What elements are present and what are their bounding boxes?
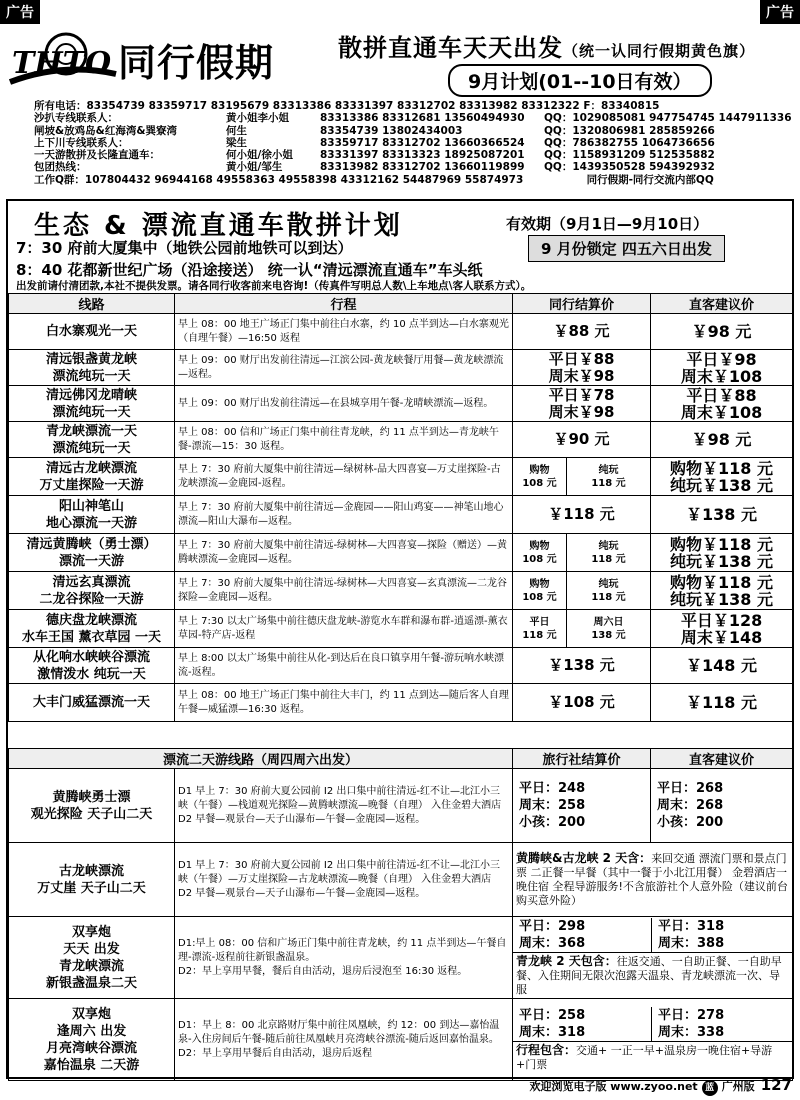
table-row bbox=[9, 648, 793, 684]
slogan: 散拼直通车天天出发（统一认同行假期黄色旗） bbox=[338, 34, 756, 62]
peer-price: 平日￥88 周末￥98 bbox=[513, 350, 651, 386]
ad-label-left: 广告 bbox=[0, 0, 40, 24]
package-includes bbox=[513, 1041, 792, 1073]
table-row bbox=[9, 534, 793, 572]
contact-cell: 83313982 83312702 13660119899 bbox=[320, 161, 525, 174]
table-row bbox=[9, 572, 793, 610]
contact-cell: 83359717 83312702 13660366524 bbox=[320, 136, 525, 149]
route-name: 青龙峡漂流一天 漂流纯玩一天 bbox=[9, 422, 175, 458]
contact-row bbox=[34, 137, 794, 149]
contact-row bbox=[34, 174, 794, 186]
retail-price: 购物￥118 元 纯玩￥138 元 bbox=[651, 572, 793, 610]
itinerary: 早上 7:30 以太广场集中前往德庆盘龙峡-游览水车群和瀑布群-逍遥漂-薰衣草园-特产店-返程 bbox=[175, 610, 513, 648]
column-header: 同行结算价 bbox=[513, 294, 651, 314]
package-includes-text: 来回交通 漂流门票和景点门票 二正餐一早餐（其中一餐于小北江用餐） 金碧酒店一晚住宿 全程导游服务!不含旅游社个人意外险（建议前台购买意外险） bbox=[516, 852, 788, 907]
brand-latin: THTO bbox=[12, 46, 112, 81]
contact-row bbox=[34, 112, 794, 124]
route-name: 双享炮 天天 出发 青龙峡漂流 新银盏温泉二天 bbox=[9, 917, 175, 999]
contact-cell: 黄小姐李小姐 bbox=[226, 112, 289, 125]
peer-price: ￥108 元 bbox=[513, 684, 651, 722]
route-name: 大丰门威猛漂流一天 bbox=[9, 684, 175, 722]
itinerary: D1 早上 7：30 府前大夏公园前 I2 出口集中前往清远-红不让—北江小三峡（午餐）—万丈崖探险—古龙峡漂流—晚餐（自理） 入住金碧大酒店 D2 早餐—观景台—天子山瀑布—午餐—金鹿园—返程。 bbox=[175, 843, 513, 917]
slogan-note: （统一认同行假期黄色旗） bbox=[563, 42, 756, 60]
column-header: 行程 bbox=[175, 294, 513, 314]
contact-cell: 上下川专线联系人： bbox=[34, 136, 129, 149]
contact-cell: 闸坡&放鸡岛&红海湾&巽寮湾 bbox=[34, 124, 177, 137]
peer-price: ￥118 元 bbox=[513, 496, 651, 534]
agency-price: 平日：298 周末：368 bbox=[513, 918, 652, 952]
contact-row bbox=[34, 100, 794, 112]
route-name: 清远黄腾峡（勇士漂） 漂流一天游 bbox=[9, 534, 175, 572]
footer-badge-icon: 蓝 bbox=[702, 1080, 718, 1096]
route-name: 德庆盘龙峡漂流 水车王国 薰衣草园 一天 bbox=[9, 610, 175, 648]
peer-price: ￥90 元 bbox=[513, 422, 651, 458]
validity: 有效期（9月1日—9月10日） bbox=[506, 215, 709, 233]
lock-notice: 9 月份锁定 四五六日出发 bbox=[528, 235, 725, 262]
footer-text: 欢迎浏览电子版 www.zyoo.net bbox=[529, 1080, 698, 1093]
contact-cell: 黄小姐/邹生 bbox=[226, 161, 283, 174]
contact-cell: 所有电话：83354739 83359717 83195679 83313386 83331397 83312702 83313982 83312322 F：83340815 bbox=[34, 100, 660, 112]
contact-cell: 工作Q群：107804432 96944168 49558363 49558398 43312162 54487969 55874973 bbox=[34, 173, 524, 186]
peer-price-option: 平日 118 元 bbox=[513, 610, 567, 648]
peer-price-option: 购物 108 元 bbox=[513, 572, 567, 610]
peer-price-option: 纯玩 118 元 bbox=[567, 572, 651, 610]
contact-cell: QQ：786382755 1064736656 bbox=[544, 136, 715, 149]
route-name: 清远佛冈龙晴峡 漂流纯玩一天 bbox=[9, 386, 175, 422]
route-name: 阳山神笔山 地心漂流一天游 bbox=[9, 496, 175, 534]
contact-row bbox=[34, 149, 794, 161]
meeting-point-1: 7：30 府前大厦集中（地铁公园前地铁可以到达） bbox=[16, 239, 353, 257]
ad-label-right: 广告 bbox=[760, 0, 800, 24]
route-name: 黄腾峡勇士漂 观光探险 天子山二天 bbox=[9, 769, 175, 843]
itinerary: 早上 7：30 府前大厦集中前往清远—金鹿园——阳山鸡宴——神笔山地心漂流—阳山大瀑布—返程。 bbox=[175, 496, 513, 534]
retail-price: 平日￥98 周末￥108 bbox=[651, 350, 793, 386]
package-includes bbox=[513, 843, 793, 917]
brand-name: 同行假期 bbox=[118, 40, 275, 85]
contact-cell: QQ：1439350528 594392932 bbox=[544, 161, 715, 174]
itinerary: 早上 08：00 信和广场正门集中前往青龙峡，约 11 点半到达—青龙峡午餐-漂流—15：30 返程。 bbox=[175, 422, 513, 458]
itinerary: 早上 08：00 地王广场正门集中前往大丰门，约 11 点到达—随后客人自理午餐—威猛漂—16:30 返程。 bbox=[175, 684, 513, 722]
retail-price: 平日：268 周末：268 小孩：200 bbox=[651, 769, 793, 843]
column-header: 直客建议价 bbox=[651, 749, 793, 769]
contact-list bbox=[34, 100, 794, 186]
column-header: 漂流二天游线路（周四周六出发） bbox=[9, 749, 513, 769]
retail-price: ￥118 元 bbox=[651, 684, 793, 722]
plan-badge: 9月计划(01--10日有效） bbox=[448, 64, 712, 97]
package-includes-label: 行程包含： bbox=[516, 1042, 577, 1057]
table-row bbox=[9, 496, 793, 534]
peer-price-option: 购物 108 元 bbox=[513, 458, 567, 496]
itinerary: 早上 7：30 府前大厦集中前往清远-绿树林—大四喜宴—玄真漂流—二龙谷探险—金鹿园—返程。 bbox=[175, 572, 513, 610]
agency-price: 平日：248 周末：258 小孩：200 bbox=[513, 769, 651, 843]
table-row bbox=[9, 917, 793, 999]
contact-row bbox=[34, 125, 794, 137]
contact-cell: QQ：1029085081 947754745 1447911336 bbox=[544, 112, 792, 125]
column-header: 旅行社结算价 bbox=[513, 749, 651, 769]
route-name: 清远玄真漂流 二龙谷探险一天游 bbox=[9, 572, 175, 610]
contact-cell: 83331397 83313323 18925087201 bbox=[320, 149, 525, 162]
footer bbox=[529, 1076, 792, 1096]
main-panel bbox=[6, 199, 794, 1079]
page-number: 127 bbox=[760, 1076, 792, 1094]
itinerary: 早上 7：30 府前大厦集中前往清远-绿树林—大四喜宴—探险（赠送）—黄腾峡漂流—金鹿园—返程。 bbox=[175, 534, 513, 572]
meeting-point-2: 8：40 花都新世纪广场（沿途接送） 统一认“清远漂流直通车”车头纸 bbox=[16, 261, 483, 279]
table-row bbox=[9, 350, 793, 386]
package-includes-label: 黄腾峡&古龙峡 2 天含： bbox=[516, 851, 652, 865]
price-and-include-cell bbox=[513, 999, 793, 1081]
page-title: 生态 & 漂流直通车散拼计划 bbox=[34, 211, 403, 241]
itinerary: D1 早上 7：30 府前大夏公园前 I2 出口集中前往清远-红不让—北江小三峡（午餐）—栈道观光探险—黄腾峡漂流—晚餐（自理） 入住金碧大酒店 D2 早餐—观景台—天子山瀑布—午餐—金鹿园—返程。 bbox=[175, 769, 513, 843]
route-name: 古龙峡漂流 万丈崖 天子山二天 bbox=[9, 843, 175, 917]
itinerary: D1：早上 8：00 北京路财厅集中前往凤凰峡，约 12：00 到达—嘉怡温泉-入住房间后午餐-随后前往凤凰峡月亮湾峡谷漂流-随后返回嘉怡温泉。 D2：早上享用早餐后自由活动，退房后返程 bbox=[175, 999, 513, 1081]
itinerary: 早上 7：30 府前大厦集中前往清远—绿树林-品大四喜宴—万丈崖探险-古龙峡漂流—金鹿园-返程。 bbox=[175, 458, 513, 496]
contact-cell: 包团热线： bbox=[34, 161, 87, 174]
peer-price-option: 纯玩 118 元 bbox=[567, 458, 651, 496]
table-row bbox=[9, 843, 793, 917]
retail-price: ￥98 元 bbox=[651, 314, 793, 350]
retail-price: ￥138 元 bbox=[651, 496, 793, 534]
package-includes-label: 青龙峡 2 天包含： bbox=[516, 953, 617, 968]
route-name: 从化响水峡峡谷漂流 激情泼水 纯玩一天 bbox=[9, 648, 175, 684]
contact-cell: 沙扒专线联系人： bbox=[34, 112, 118, 125]
peer-price-option: 购物 108 元 bbox=[513, 534, 567, 572]
contact-cell: 一天游散拼及长隆直通车： bbox=[34, 149, 160, 162]
retail-price: 平日￥88 周末￥108 bbox=[651, 386, 793, 422]
contact-cell: QQ：1158931209 512535882 bbox=[544, 149, 715, 162]
retail-price: 平日￥128 周末￥148 bbox=[651, 610, 793, 648]
contact-cell: QQ：1320806981 285859266 bbox=[544, 124, 715, 137]
day-trip-table bbox=[8, 293, 793, 722]
price-and-include-cell bbox=[513, 917, 793, 999]
itinerary: 早上 08：00 地王广场正门集中前往白水寨，约 10 点半到达—白水寨观光（自理午餐）—16:50 返程 bbox=[175, 314, 513, 350]
peer-price: ￥88 元 bbox=[513, 314, 651, 350]
table-row bbox=[9, 999, 793, 1081]
route-name: 清远古龙峡漂流 万丈崖探险一天游 bbox=[9, 458, 175, 496]
contact-cell: 83313386 83312681 13560494930 bbox=[320, 112, 525, 125]
table-row bbox=[9, 684, 793, 722]
peer-price-option: 纯玩 118 元 bbox=[567, 534, 651, 572]
retail-price: ￥148 元 bbox=[651, 648, 793, 684]
table-row bbox=[9, 610, 793, 648]
peer-price-option: 周六日 138 元 bbox=[567, 610, 651, 648]
peer-price: ￥138 元 bbox=[513, 648, 651, 684]
contact-cell: 何小姐/徐小姐 bbox=[226, 149, 293, 162]
two-day-table bbox=[8, 748, 793, 1081]
column-header: 直客建议价 bbox=[651, 294, 793, 314]
itinerary: 早上 09：00 财厅出发前往清远—在县城享用午餐-龙晴峡漂流—返程。 bbox=[175, 386, 513, 422]
retail-price: 购物￥118 元 纯玩￥138 元 bbox=[651, 458, 793, 496]
contact-cell: 梁生 bbox=[226, 136, 247, 149]
itinerary: D1:早上 08：00 信和广场正门集中前往青龙峡，约 11 点半到达—午餐自理-漂流-返程前往新银盏温泉。 D2：早上享用早餐，餐后自由活动，退房后浸泡至 16:30 返程。 bbox=[175, 917, 513, 999]
itinerary: 早上 8:00 以太广场集中前往从化-到达后在良口镇享用午餐-游玩响水峡漂流-返程。 bbox=[175, 648, 513, 684]
package-includes bbox=[513, 952, 792, 998]
route-name: 清远银盏黄龙峡 漂流纯玩一天 bbox=[9, 350, 175, 386]
contact-cell: 何生 bbox=[226, 124, 247, 137]
contact-row bbox=[34, 161, 794, 173]
retail-price: ￥98 元 bbox=[651, 422, 793, 458]
retail-price: 平日：318 周末：388 bbox=[658, 918, 725, 951]
agency-price: 平日：258 周末：318 bbox=[513, 1007, 652, 1041]
table-row bbox=[9, 769, 793, 843]
footer-edition: 广州版 bbox=[721, 1080, 755, 1093]
itinerary: 早上 09：00 财厅出发前往清远—江滨公园-黄龙峡餐厅用餐—黄龙峡漂流—返程。 bbox=[175, 350, 513, 386]
header bbox=[8, 20, 792, 100]
package-includes-text: 往返交通、一自助正餐、一自助早餐、入住期间无限次泡露天温泉、青龙峡漂流一次、导服 bbox=[516, 954, 782, 996]
table-row bbox=[9, 458, 793, 496]
column-header: 线路 bbox=[9, 294, 175, 314]
retail-price: 平日：278 周末：338 bbox=[658, 1007, 725, 1040]
contact-cell: 83354739 13802434003 bbox=[320, 124, 463, 137]
table-row bbox=[9, 422, 793, 458]
table-row bbox=[9, 386, 793, 422]
payment-note: 出发前请付清团款,本社不提供发票。请各同行收客前来电咨询!（传真件写明总人数\上车地点\客人联系方式）。 bbox=[16, 280, 532, 292]
peer-price: 平日￥78 周末￥98 bbox=[513, 386, 651, 422]
route-name: 白水寨观光一天 bbox=[9, 314, 175, 350]
table-row bbox=[9, 314, 793, 350]
package-includes-text: 交通+ 一正一早+温泉房一晚住宿+导游+门票 bbox=[516, 1043, 773, 1071]
contact-cell: 同行假期-同行交流内部QQ bbox=[586, 173, 714, 186]
logo bbox=[8, 24, 328, 88]
retail-price: 购物￥118 元 纯玩￥138 元 bbox=[651, 534, 793, 572]
route-name: 双享炮 逢周六 出发 月亮湾峡谷漂流 嘉怡温泉 二天游 bbox=[9, 999, 175, 1081]
